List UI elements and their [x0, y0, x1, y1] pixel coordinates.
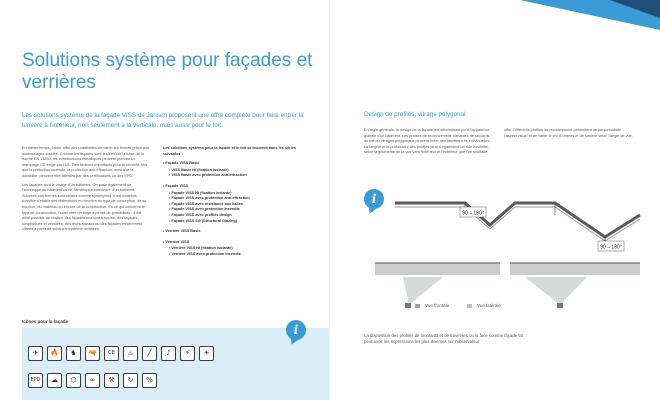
series-list-column [163, 146, 303, 263]
angle-label-bottom: 90 – 180° [600, 244, 622, 251]
view-cone-lateral [510, 263, 640, 308]
right-text-col1: En règle générale, le design de la façade est déterminant pour l'apparence globale d'un bâtiment. Les profilés de recouvrement, variantes de raccords de toit ou vitrages polygonaux peuvent créer des facettes très individuelles. La largeur et la profondeur des profilés jouent également un rôle essentiel, selon la géométrie de la vue vers l'intérieur et l'extérieur que l'on souhaite. [364, 128, 491, 155]
series-group [163, 184, 303, 224]
burglar-icon: ♞ [66, 346, 81, 361]
ce-mark-icon: CE [104, 346, 119, 361]
series-item: • Verrière VISS avec protection incendie [169, 251, 241, 256]
legend-lateral: Vue latérale [477, 303, 501, 308]
info-icon: i [364, 189, 384, 209]
epd-icon: EPD [28, 373, 43, 388]
series-item: • Façade VISS SG (Structural Glazing) [169, 218, 238, 223]
left-paragraph: En même temps, l'acier offre des possibilités de varier les formes grâce aux assemblages soudés. Comme les façades sont testées sur la base de la norme EN 13830, les constructions métalliques peuvent prendre un marquage CE exigé par l'UE. Des facteurs importants pour la sécurité, tels que la protection incendie, la protection anti-effraction, ainsi que la durabilité, peuvent être attestés par des certifications ou des EPD. [22, 146, 150, 178]
series-group-title: • Verrière VISS Basic [163, 229, 201, 234]
right-text-col2: offrir. Différents profilés de recouvrement permettent de personnaliser l'aspect visuel et de varier le jeu d'ombres et de lumière selon l'angle de vue. [504, 128, 633, 138]
electric-icon: ⚡ [180, 346, 195, 361]
polygonal-glazing-diagram [355, 185, 655, 325]
plane-icon: ✈ [28, 346, 43, 361]
fire-icon: 🔥 [47, 346, 62, 361]
left-text-column [22, 146, 150, 236]
series-group [163, 240, 303, 258]
page-gutter [329, 0, 330, 400]
series-item: • Façade VISS avec profilés design [169, 212, 232, 217]
corner-decoration [460, 0, 660, 30]
percent-icon: % [142, 373, 157, 388]
thermal-icon: ♨ [123, 346, 138, 361]
weather-icon: ☁ [47, 373, 62, 388]
infinity-icon: ∞ [85, 373, 100, 388]
acoustic-icon: ♪ [161, 346, 176, 361]
series-group-title: • Verrière VISS [163, 239, 190, 244]
series-item: • Verrière VISS HI (fixation isolante) [169, 246, 233, 251]
series-item: • VISS Basic avec protection anti-effraction [169, 173, 247, 178]
icons-panel [22, 328, 329, 400]
profile-icon: ╱ [142, 346, 157, 361]
series-group [163, 229, 303, 235]
page-title: Solutions système pour façades et verrières [22, 50, 313, 93]
series-group-title: • Façade VISS Basic [163, 161, 200, 166]
diagram-caption: La disposition des profilés de montants et de traverses ou la face comme façade 50 peut avoir les impressions les plus diverses sur l'observateur [364, 333, 524, 344]
right-subtitle: Design de profilés, vitrage polygonal [364, 111, 466, 118]
series-item: • Façade VISS avec protection incendie [169, 207, 240, 212]
series-item: • VISS Basic HI (fixation isolante) [169, 167, 229, 172]
info-icon: i [286, 320, 306, 340]
recycle-icon: ↻ [123, 373, 138, 388]
view-cone-front [375, 263, 500, 308]
lead-text: Les solutions système de la façade VISS de Jansen proposent une offre complète pour faire entrer la lumière à l'intérieur, non seulement à la verticale, mais aussi pour le toit. [22, 112, 304, 129]
tools-icon: ⚒ [104, 373, 119, 388]
angle-label-top: 90 – 180° [462, 210, 484, 217]
structure-icon: ⬡ [66, 373, 81, 388]
series-heading: Les solutions système pour la façade et le toit se trouvent dans les séries suivantes : [163, 146, 296, 156]
left-paragraph: Les façades sont le visage d'un bâtiment. On parle également de l'enveloppe du bâtiment ou de l'enveloppe extérieure d'un bâtiment. Souvent, ces termes sont utilisés comme synonymes. Il est toutefois possible d'établir des distinctions en fonction du type de conception, de sa fonction, du matériau ou encore de la construction. En ce qui concerne le type de construction, l'acier offre un large éventail de possibilités : il est ainsi possible de réaliser des façades montant-traverse, des façades suspendues et ventilées, des murs-rideaux ou des façades entièrement vitrées à partir de solutions système certifiées. [22, 182, 147, 232]
gun-icon: 🔫 [85, 346, 100, 361]
zigzag-profile-top [395, 203, 640, 237]
legend-front: Vue frontale [425, 303, 450, 308]
series-item: • Façade VISS avec résistance aux balles [169, 201, 243, 206]
sun-icon: ☀ [199, 346, 214, 361]
series-group-title: • Façade VISS [163, 183, 189, 188]
series-group [163, 161, 303, 179]
series-item: • Façade VISS avec protection anti-effraction [169, 196, 250, 201]
icons-section-label: Icônes pour la façade [22, 319, 69, 324]
series-item: • Façade VISS HI (fixation isolante) [169, 190, 232, 195]
